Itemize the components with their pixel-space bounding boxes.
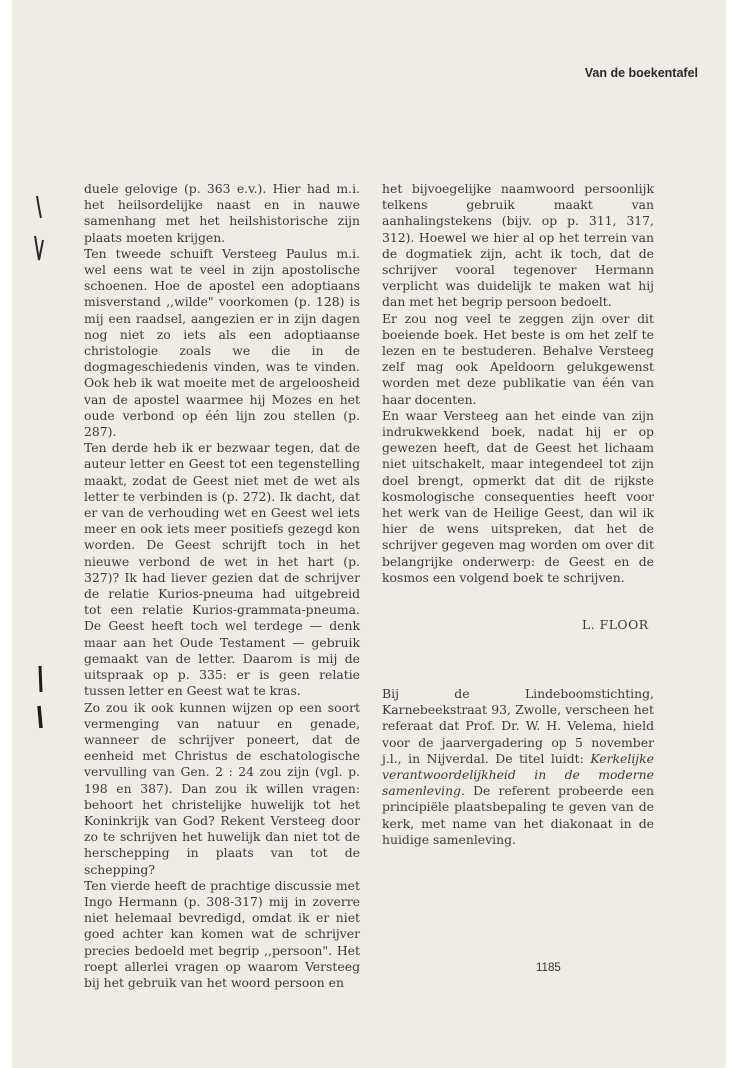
notice-text-before: Bij de Lindeboomstichting, Karnebeekstraat 93, Zwolle, verscheen het referaat dat Prof. Dr. W. H. Velema, hield voor de jaarvergadering op 5 november j.l., in Nijverdal. De titel luidt: xyxy=(382,686,654,766)
paragraph: Ten vierde heeft de prachtige discussie met Ingo Hermann (p. 308-317) mij in zoverre niet helemaal bevredigd, omdat ik er niet goed achter kan komen wat de schrijver precies bedoeld met begrip ,,persoon". Het roept allerlei vragen op waarom Versteeg bij het gebruik van het woord persoon en xyxy=(84,877,360,990)
margin-pen-mark-bottom xyxy=(34,664,46,734)
left-column xyxy=(84,181,360,991)
running-header: Van de boekentafel xyxy=(584,66,698,80)
notice-paragraph xyxy=(382,686,654,848)
page-number: 1185 xyxy=(536,962,561,974)
book-page xyxy=(12,0,724,1068)
paragraph: Ten tweede schuift Versteeg Paulus m.i. wel eens wat te veel in zijn apostolische schoenen. Hoe de apostel een adoptiaans misverstand ,,wilde" voorkomen (p. 128) is mij een raadsel, aangezien er in zijn dagen nog niet zo iets als een adoptiaanse christologie zoals we die in de dogmageschiedenis vinden, was te vinden. Ook heb ik wat moeite met de argeloosheid van de apostel waarmee hij Mozes en het oude verbond op één lijn zou stellen (p. 287). xyxy=(84,245,360,440)
author-signature: L. FLOOR xyxy=(582,617,649,632)
paragraph: Zo zou ik ook kunnen wijzen op een soort vermenging van natuur en genade, wanneer de schrijver poneert, dat de eenheid met Christus de eschatologische vervulling van Gen. 2 : 24 zou zijn (vgl. p. 198 en 387). Dan zou ik willen vragen: behoort het christelijke huwelijk tot het Koninkrijk van God? Rekent Versteeg door zo te schrijven het huwelijk dan niet tot de herschepping in plaats van tot de schepping? xyxy=(84,699,360,877)
publication-notice xyxy=(382,686,654,848)
paragraph: het bijvoegelijke naamwoord persoonlijk telkens gebruik maakt van aanhalingstekens (bijv. op p. 311, 317, 312). Hoewel we hier al op het terrein van de dogmatiek zijn, acht ik toch, dat de schrijver vooral tegenover Hermann verplicht was duidelijk te maken wat hij dan met het begrip persoon bedoelt. xyxy=(382,181,654,310)
notice-title: Kerkelijke verantwoordelijkheid in de moderne samenleving. xyxy=(382,750,654,799)
margin-pen-mark-top xyxy=(32,192,48,272)
paragraph: duele gelovige (p. 363 e.v.). Hier had m.i. het heilsordelijke naast en in nauwe samenhang met het heilshistorische zijn plaats moeten krijgen. xyxy=(84,181,360,245)
right-column xyxy=(382,181,654,586)
paragraph: Ten derde heb ik er bezwaar tegen, dat de auteur letter en Geest tot een tegenstelling maakt, zodat de Geest niet met de wet als letter te verbinden is (p. 272). Ik dacht, dat er van de verhouding wet en Geest wel iets meer en ook iets meer positiefs gezegd kon worden. De Geest schrijft toch in het nieuwe verbond de wet in het hart (p. 327)? Ik had liever gezien dat de schrijver de relatie Kurios-pneuma had uitgebreid tot een relatie Kurios-grammata-pneuma. De Geest heeft toch wel terdege — denk maar aan het Oude Testament — gebruik gemaakt van de letter. Daarom is mij de uitspraak op p. 335: er is geen relatie tussen letter en Geest wat te kras. xyxy=(84,440,360,699)
paragraph: En waar Versteeg aan het einde van zijn indrukwekkend boek, nadat hij er op gewezen heeft, dat de Geest het lichaam niet uitschakelt, maar integendeel tot zijn doel brengt, opmerkt dat dit de rijkste kosmologische consequenties heeft voor het werk van de Heilige Geest, dan wil ik hier de wens uitspreken, dat het de schrijver gegeven mag worden om over dit belangrijke onderwerp: de Geest en de kosmos een volgend boek te schrijven. xyxy=(382,407,654,585)
paragraph: Er zou nog veel te zeggen zijn over dit boeiende boek. Het beste is om het zelf te lezen en te bestuderen. Behalve Versteeg zelf mag ook Apeldoorn gelukgewenst worden met deze publikatie van één van haar docenten. xyxy=(382,310,654,407)
notice-text-after: De referent probeerde een principiële plaatsbepaling te geven van de kerk, met name van het diakonaat in de huidige samenleving. xyxy=(382,783,654,847)
